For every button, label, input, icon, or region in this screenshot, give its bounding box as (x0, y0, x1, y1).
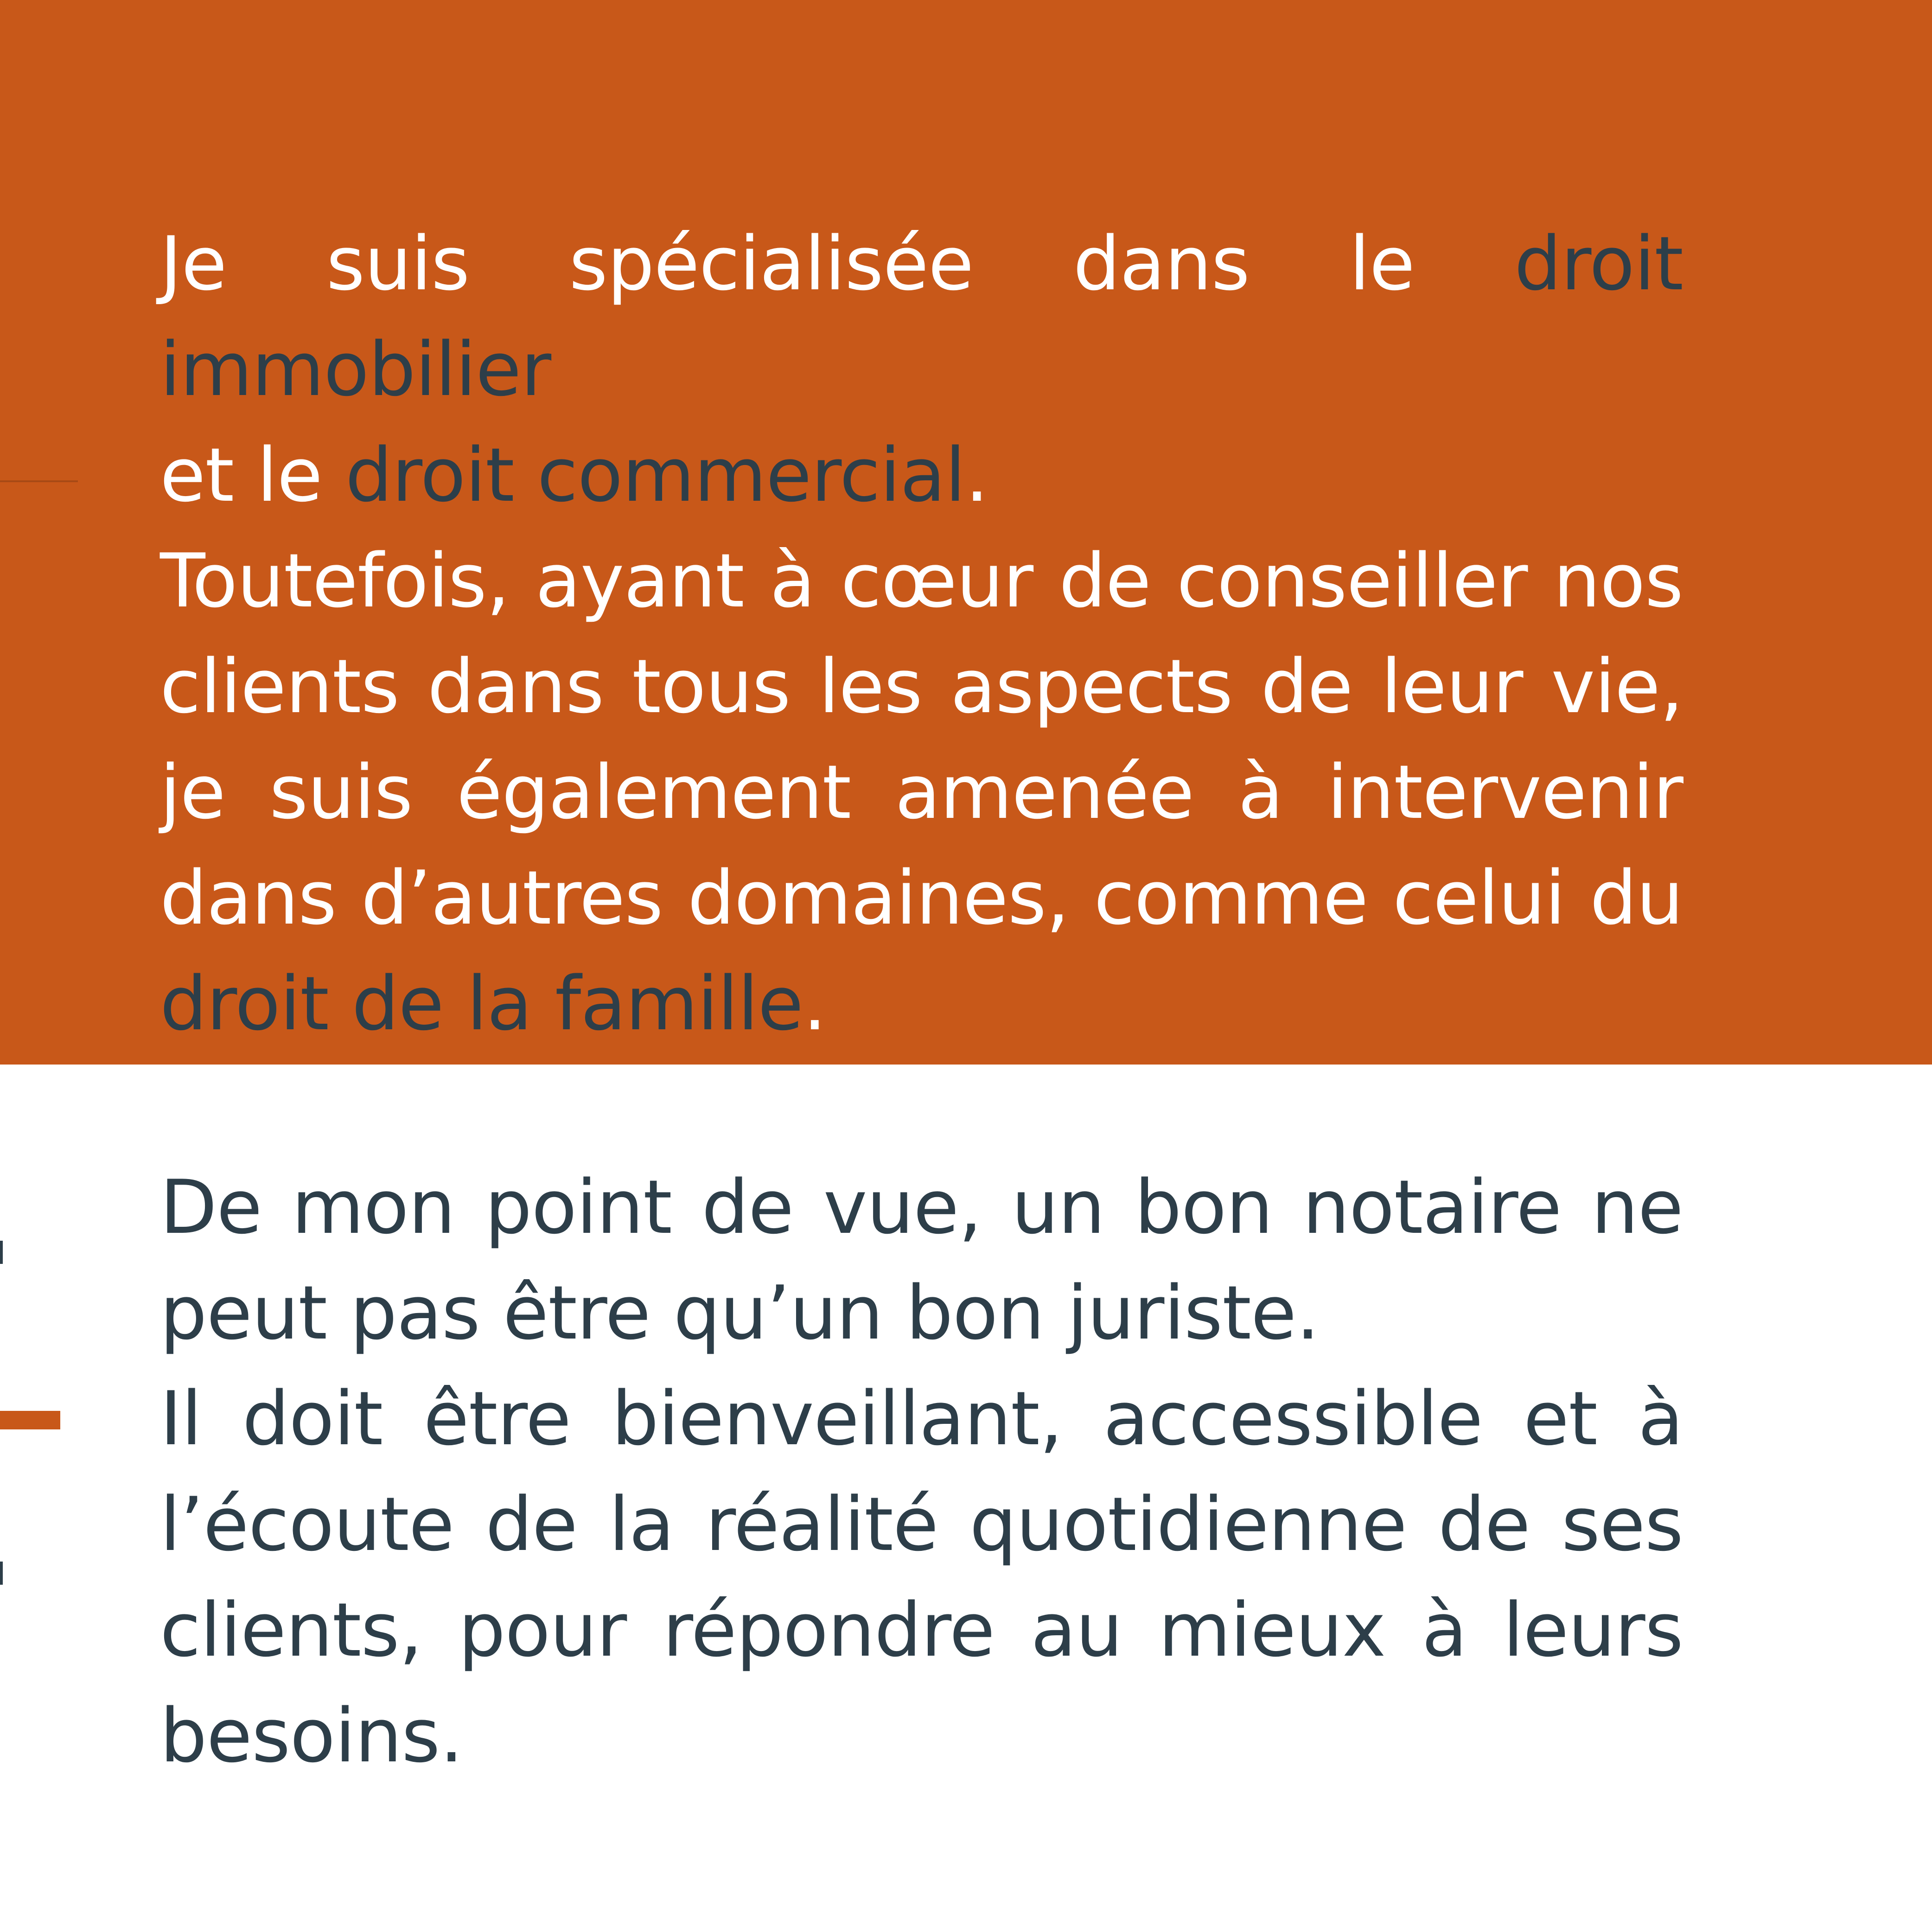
text-line: je suis également amenée à intervenir (160, 749, 1683, 835)
text-run: . (965, 432, 988, 518)
philosophy-paragraph (160, 1154, 1683, 1789)
text-line: clients, pour répondre au mieux à leurs (160, 1587, 1683, 1673)
text-line (160, 951, 1683, 1057)
text-line: De mon point de vue, un bon notaire ne (160, 1164, 1683, 1250)
text-run: . (803, 960, 826, 1047)
text-line (160, 422, 1683, 528)
text-line: clients dans tous les aspects de leur vie, (160, 643, 1683, 730)
specialty-paragraph (160, 211, 1683, 1057)
edge-divider-line (0, 480, 78, 482)
edge-accent-bar (0, 1411, 60, 1429)
edge-tick-mark (0, 1241, 3, 1264)
text-run: et le (160, 432, 345, 518)
text-line: Il doit être bienveillant, accessible et à (160, 1375, 1683, 1462)
highlight-droit-commercial: droit commercial (345, 432, 965, 518)
text-line: l’écoute de la réalité quotidienne de ses (160, 1481, 1683, 1568)
edge-tick-mark (0, 1562, 3, 1585)
text-line: Toutefois, ayant à cœur de conseiller nos (160, 537, 1683, 624)
text-line: besoins. (160, 1692, 463, 1779)
highlight-droit-immobilier: droit immobilier (160, 220, 1683, 413)
text-line: peut pas être qu’un bon juriste. (160, 1269, 1320, 1356)
text-line: dans d’autres domaines, comme celui du (160, 854, 1683, 941)
text-run: Je suis spécialisée dans le (160, 220, 1515, 307)
text-line (160, 211, 1683, 422)
highlight-droit-de-la-famille: droit de la famille (160, 960, 803, 1047)
